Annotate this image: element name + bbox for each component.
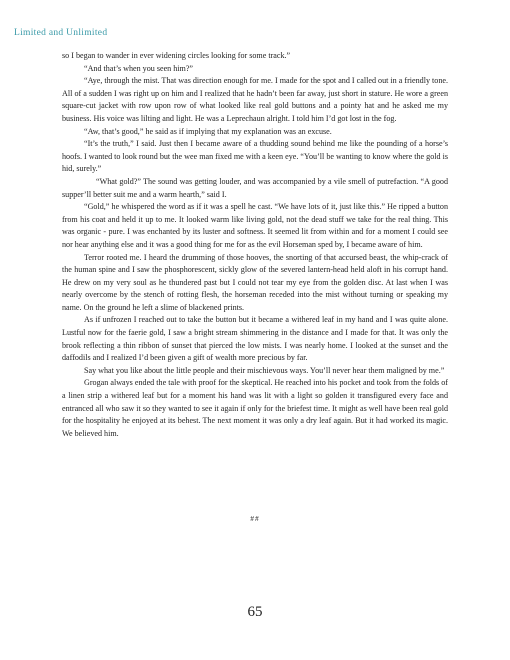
body-text (62, 50, 448, 440)
page-number: 65 (247, 604, 263, 620)
paragraph: Terror rooted me. I heard the drumming of those hooves, the snorting of that accursed beast, the whip-crack of the human spine and I saw the phosphorescent, sickly glow of the severed lantern-head held aloft in his corrupt hand. He drew on my very soul as he thundered past but I could not tear my eye from the golden disc. At last when I was nearly overcome by the stench of rotting flesh, the horseman receded into the mist without turning or speaking my name. On the ground he left a slime of blackened prints. (62, 252, 448, 312)
paragraph: “It’s the truth,” I said. Just then I became aware of a thudding sound behind me like the pounding of a horse’s hoofs. I wanted to look round but the wee man fixed me with a keen eye. “You’ll be wanting to know where the gold is hid, surely.” (62, 139, 448, 174)
scene-break: ## (250, 514, 260, 523)
paragraph: Say what you like about the little people and their mischievous ways. You’ll never hear them maligned by me.” (84, 365, 445, 375)
paragraph: so I began to wander in ever widening circles looking for some track.” (62, 51, 291, 60)
paragraph: Grogan always ended the tale with proof for the skeptical. He reached into his pocket and took from the folds of a linen strip a withered leaf but for a moment his hand was lit with a light so golden it transfigured every face and entranced all who saw it so they wanted to see it again if only for the briefest time. It might as well have been real gold for the hospitality he enjoyed at its behest. The next moment it was only a dry leaf again. But it had worked its magic. We believed him. (62, 378, 448, 438)
paragraph: As if unfrozen I reached out to take the button but it became a withered leaf in my hand and I was quite alone. Lustful now for the faerie gold, I saw a bright stream shimmering in the distance and I made for that. It was only the brook reflecting a thin ribbon of sunset that pierced the low mists. I was nearly home. I looked at the sunset and the daffodils and I realized I’d been given a gift of wealth more precious by far. (62, 315, 448, 363)
paragraph: “Aye, through the mist. That was direction enough for me. I made for the spot and I called out in a friendly tone. All of a sudden I was right up on him and I realized that he hadn’t been far away, just short in stature. He wore a green square-cut jacket with row upon row of what looked like real gold buttons and a pointy hat and he asked me my business. His voice was lilting and light. He was a Leprechaun alright. I told him I’d got lost in the fog. (62, 76, 448, 123)
paragraph: “What gold?” The sound was getting louder, and was accompanied by a vile smell of putrefaction. “A good supper’ll better suit me and a warm hearth,” said I. (62, 176, 448, 199)
running-head-title: Limited and Unlimited (14, 28, 108, 38)
paragraph: “Aw, that’s good,” he said as if implying that my explanation was an excuse. (84, 126, 332, 136)
paragraph: “And that’s when you seen him?” (84, 63, 194, 73)
paragraph: “Gold,” he whispered the word as if it was a spell he cast. “We have lots of it, just like this.” He ripped a button from his coat and held it up to me. It looked warm like living gold, not the dead stuff we take for the real thing. This was organic - pure. I was enchanted by its luster and softness. It seemed lit from within and for a moment I could see nor hear anything else and it was a good thing for me for as the evil Horseman sped by, I became aware of him. (62, 202, 448, 249)
